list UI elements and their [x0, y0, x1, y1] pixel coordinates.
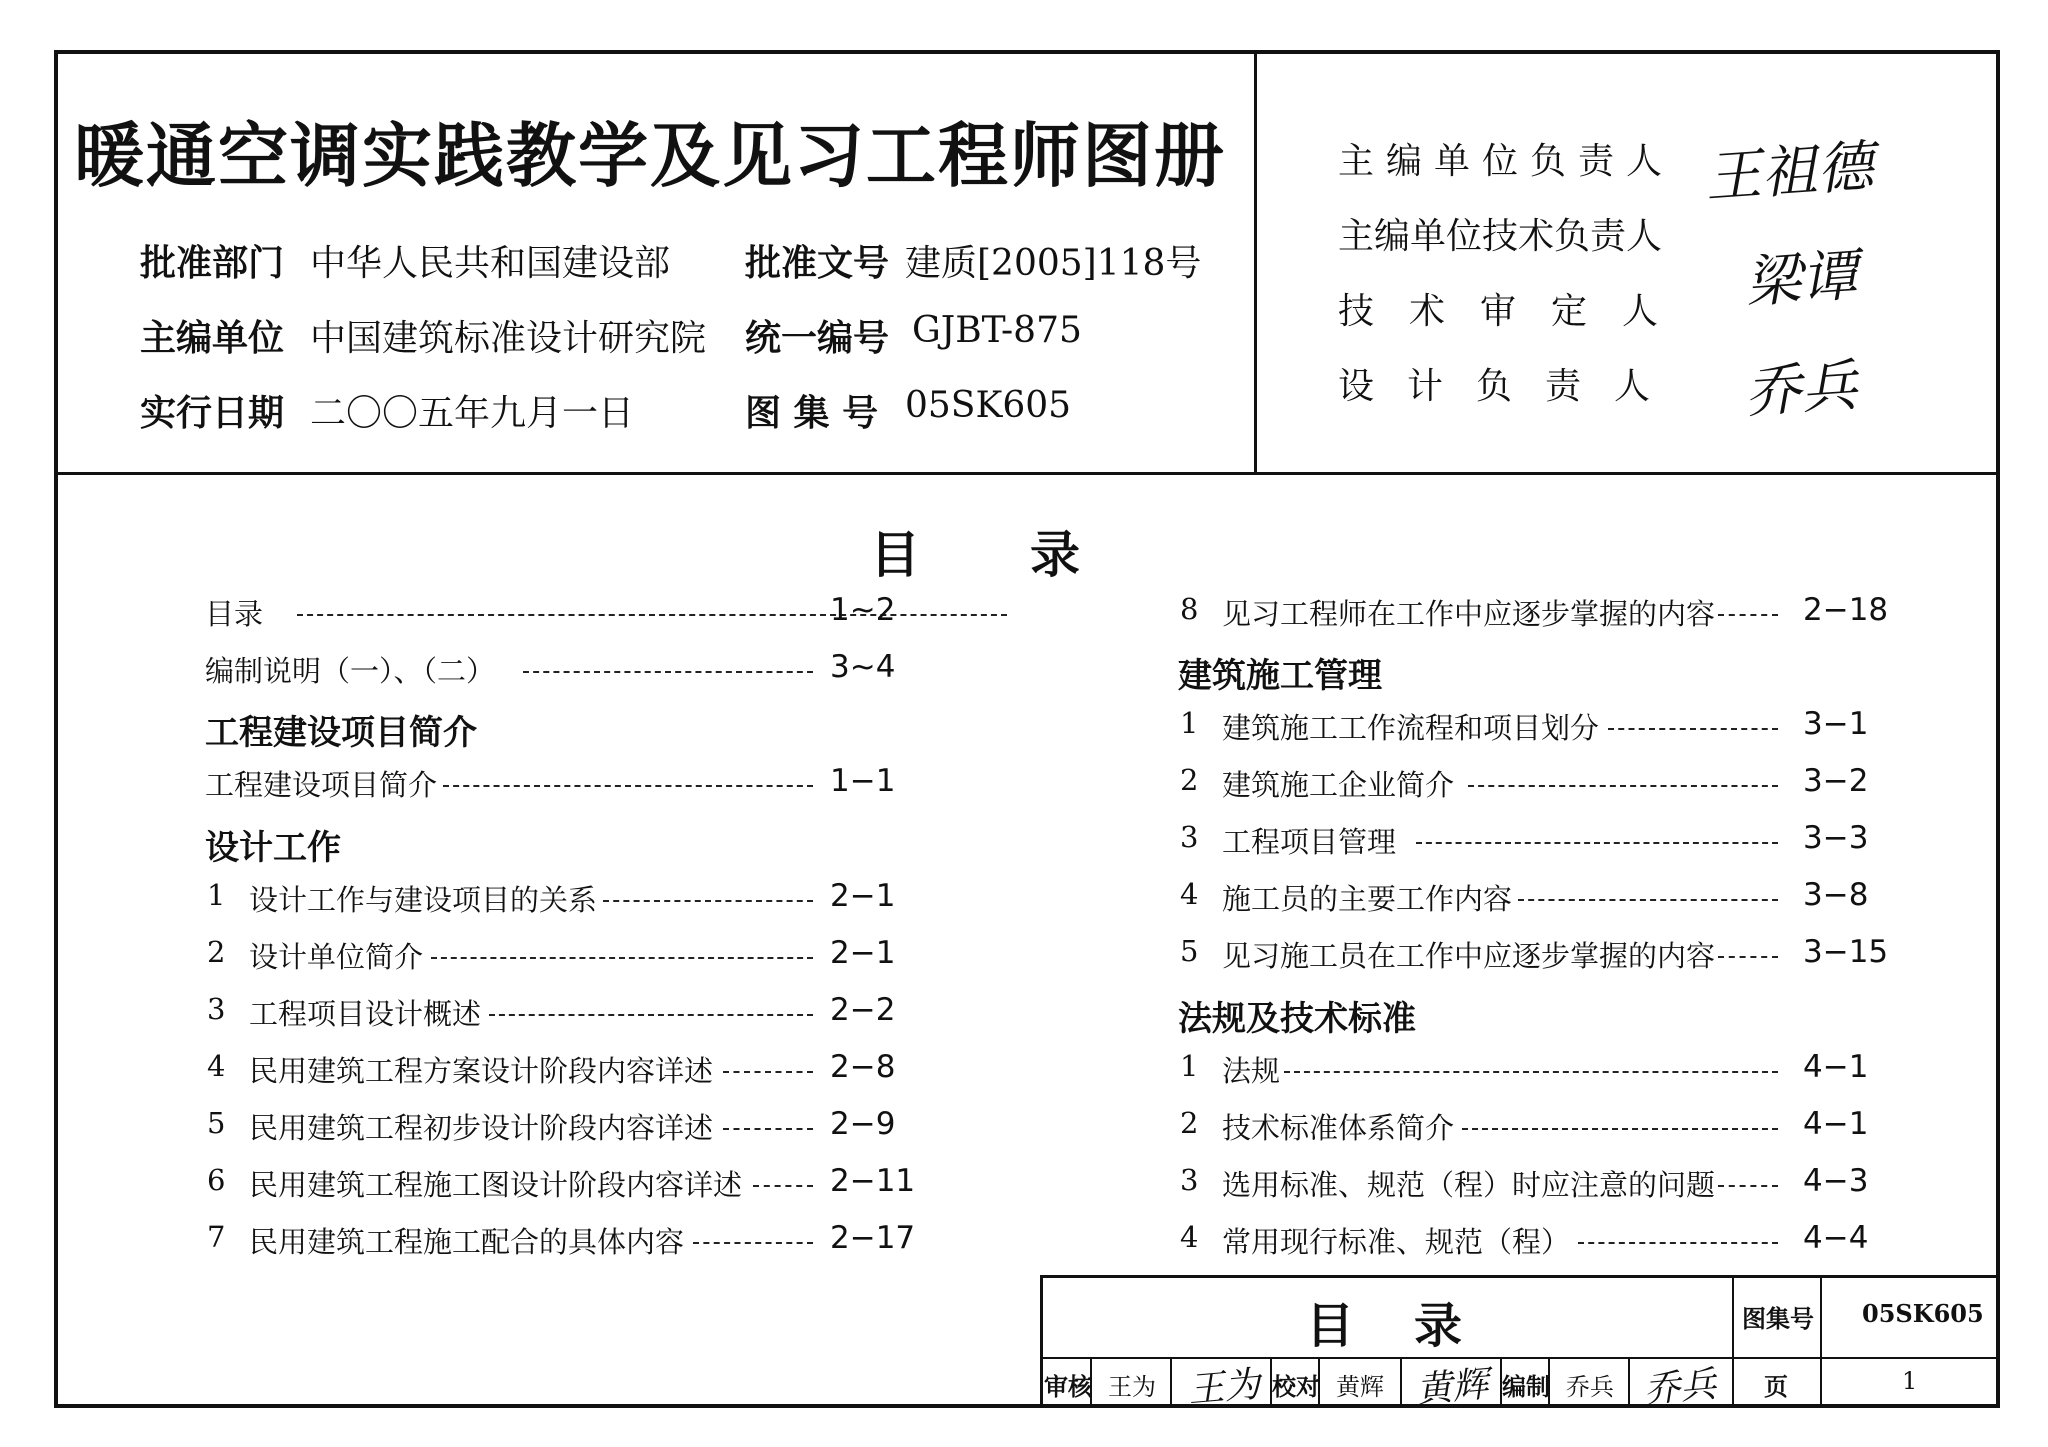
section-heading-regulations: 法规及技术标准: [1178, 999, 1416, 1039]
approval-doc-value: 建质[2005]118号: [905, 243, 1202, 284]
toc-item: [205, 763, 925, 807]
approval-dept-value: 中华人民共和国建设部: [310, 243, 671, 284]
toc-item-page: 2−18: [1803, 592, 1889, 628]
toc-item-page: 3−3: [1803, 820, 1869, 856]
toc-item-text: 见习工程师在工作中应逐步掌握的内容: [1222, 597, 1716, 631]
title-block-mid-rule: [1040, 1357, 2000, 1359]
toc-item: [205, 878, 925, 922]
chief-unit-head-label: 主编单位负责人: [1338, 141, 1675, 182]
toc-item-text: 设计单位简介: [249, 940, 424, 974]
toc-item-text: 法规: [1222, 1054, 1281, 1088]
toc-item: [205, 649, 925, 693]
toc-item-text: 民用建筑工程初步设计阶段内容详述: [249, 1111, 714, 1145]
toc-item-page: 4−1: [1803, 1049, 1869, 1085]
page-label: 页: [1764, 1372, 1788, 1401]
toc-item-text: 民用建筑工程方案设计阶段内容详述: [249, 1054, 714, 1088]
toc-leader: [1718, 614, 1778, 616]
toc-item-text: 设计工作与建设项目的关系: [249, 883, 598, 917]
toc-item-page: 1−1: [830, 763, 896, 799]
title-block-rule: [1170, 1357, 1172, 1408]
title-block-rule: [1732, 1275, 1734, 1408]
toc-leader: [1718, 956, 1778, 958]
toc-item-text: 工程项目管理: [1222, 825, 1397, 859]
toc-item-page: 3~4: [830, 649, 896, 685]
toc-item: [205, 592, 925, 636]
compile-signature: 乔兵: [1642, 1363, 1718, 1412]
check-name: 黄辉: [1336, 1373, 1384, 1401]
toc-item-text: 常用现行标准、规范（程）: [1222, 1225, 1571, 1259]
toc-item-num: 3: [207, 992, 226, 1026]
section-heading-construction-management: 建筑施工管理: [1178, 656, 1382, 696]
title-block-rule: [1400, 1357, 1402, 1408]
section-heading-project-intro: 工程建设项目简介: [205, 713, 477, 753]
signature-tech-head: 梁谭: [1743, 243, 1860, 316]
toc-leader: [1518, 899, 1778, 901]
toc-leader: [1284, 1071, 1778, 1073]
signature-design-lead: 乔兵: [1743, 353, 1860, 426]
toc-item-text: 工程建设项目简介: [205, 768, 438, 802]
effective-date-label: 实行日期: [140, 393, 285, 434]
toc-item-page: 4−4: [1803, 1220, 1869, 1256]
effective-date-value: 二〇〇五年九月一日: [310, 393, 635, 434]
toc-item: [1178, 706, 1898, 750]
toc-item: [205, 1163, 925, 1207]
atlas-label: 图集号: [1742, 1304, 1814, 1333]
toc-item: [1178, 1049, 1898, 1093]
toc-leader: [1718, 1185, 1778, 1187]
toc-item: [1178, 1220, 1898, 1264]
title-block-rule: [1628, 1357, 1630, 1408]
toc-item-text: 选用标准、规范（程）时应注意的问题: [1222, 1168, 1716, 1202]
toc-item: [205, 992, 925, 1036]
atlas-no-value: 05SK605: [905, 385, 1072, 426]
toc-item-num: 3: [1180, 1163, 1199, 1197]
toc-item-num: 1: [207, 878, 226, 912]
toc-item-num: 5: [207, 1106, 226, 1140]
tech-approver-label: 技术审定人: [1338, 291, 1694, 332]
toc-item-num: 8: [1180, 592, 1199, 626]
signature-chief-unit-head: 王祖德: [1703, 134, 1876, 211]
toc-item-text: 民用建筑工程施工配合的具体内容: [249, 1225, 685, 1259]
toc-item: [1178, 934, 1898, 978]
toc-item: [1178, 763, 1898, 807]
toc-item-num: 6: [207, 1163, 226, 1197]
toc-leader: [523, 671, 813, 673]
toc-item-page: 2−1: [830, 935, 896, 971]
toc-item: [1178, 1106, 1898, 1150]
toc-leader: [1416, 842, 1778, 844]
toc-item-num: 2: [1180, 763, 1199, 797]
section-heading-design-work: 设计工作: [205, 828, 341, 868]
toc-item-page: 4−3: [1803, 1163, 1869, 1199]
compile-label: 编制: [1502, 1372, 1550, 1401]
toc-item-num: 3: [1180, 820, 1199, 854]
title-block-title: 目录: [1306, 1298, 1523, 1354]
toc-leader: [431, 957, 813, 959]
toc-item: [1178, 592, 1898, 636]
toc-leader: [1462, 1128, 1778, 1130]
toc-item-page: 2−17: [830, 1220, 916, 1256]
unified-no-label: 统一编号: [745, 318, 890, 359]
toc-item-text: 工程项目设计概述: [249, 997, 482, 1031]
toc-item-text: 民用建筑工程施工图设计阶段内容详述: [249, 1168, 743, 1202]
toc-item-text: 建筑施工企业简介: [1222, 768, 1455, 802]
check-signature: 黄辉: [1414, 1363, 1490, 1412]
toc-item-page: 3−1: [1803, 706, 1869, 742]
title-block-top-border: [1040, 1275, 2000, 1278]
unified-no-value: GJBT-875: [912, 310, 1082, 351]
review-name: 王为: [1108, 1373, 1156, 1401]
toc-leader: [1608, 728, 1778, 730]
page-value: 1: [1902, 1367, 1918, 1395]
header-divider: [54, 472, 2000, 475]
toc-item: [205, 1106, 925, 1150]
toc-item: [205, 1220, 925, 1264]
toc-leader: [723, 1071, 813, 1073]
toc-leader: [723, 1128, 813, 1130]
title-block-left-border: [1040, 1275, 1043, 1408]
toc-item: [1178, 877, 1898, 921]
toc-item-num: 1: [1180, 706, 1199, 740]
approval-dept-label: 批准部门: [140, 243, 285, 284]
toc-item: [1178, 820, 1898, 864]
toc-item: [1178, 1163, 1898, 1207]
toc-item-page: 2−1: [830, 878, 896, 914]
title-block-rule: [1820, 1275, 1822, 1408]
toc-leader: [693, 1242, 813, 1244]
toc-item-text: 见习施工员在工作中应逐步掌握的内容: [1222, 939, 1716, 973]
atlas-value: 05SK605: [1862, 1299, 1984, 1328]
editor-unit-label: 主编单位: [140, 318, 285, 359]
atlas-no-label: 图 集 号: [745, 393, 879, 434]
atlas-title: 暖通空调实践教学及见习工程师图册: [74, 115, 1226, 197]
toc-leader: [1468, 785, 1778, 787]
toc-item-num: 7: [207, 1220, 226, 1254]
toc-item-page: 2−11: [830, 1163, 916, 1199]
toc-leader: [753, 1185, 813, 1187]
toc-item-text: 施工员的主要工作内容: [1222, 882, 1513, 916]
toc-item-page: 2−9: [830, 1106, 896, 1142]
toc-leader: [297, 614, 1007, 616]
toc-leader: [443, 785, 813, 787]
toc-item-num: 4: [207, 1049, 226, 1083]
header-vertical-divider: [1254, 50, 1257, 474]
toc-item-text: 目录: [205, 597, 264, 631]
toc-item-page: 2−8: [830, 1049, 896, 1085]
toc-item-num: 2: [1180, 1106, 1199, 1140]
toc-item-text: 建筑施工工作流程和项目划分: [1222, 711, 1600, 745]
approval-doc-label: 批准文号: [745, 243, 890, 284]
title-block: [1040, 1275, 2000, 1412]
toc-item-page: 2−2: [830, 992, 896, 1028]
toc-item-text: 技术标准体系简介: [1222, 1111, 1455, 1145]
toc-item-page: 3−2: [1803, 763, 1869, 799]
toc-leader: [603, 900, 813, 902]
review-label: 审核: [1044, 1372, 1092, 1401]
compile-name: 乔兵: [1566, 1373, 1614, 1401]
toc-item-num: 2: [207, 935, 226, 969]
chief-unit-tech-head-label: 主编单位技术负责人: [1338, 216, 1663, 257]
toc-item-num: 1: [1180, 1049, 1199, 1083]
toc-item-num: 4: [1180, 1220, 1199, 1254]
toc-item-text: 编制说明（一）、（二）: [205, 654, 496, 688]
toc-leader: [1578, 1242, 1778, 1244]
toc-item-num: 5: [1180, 934, 1199, 968]
check-label: 校对: [1272, 1372, 1320, 1401]
toc-item-page: 3−8: [1803, 877, 1869, 913]
editor-unit-value: 中国建筑标准设计研究院: [310, 318, 707, 359]
toc-item-num: 4: [1180, 877, 1199, 911]
toc-item-page: 4−1: [1803, 1106, 1869, 1142]
toc-item: [205, 935, 925, 979]
design-lead-label: 设计负责人: [1338, 366, 1684, 407]
toc-item-page: 1~2: [830, 592, 896, 628]
review-signature: 王为: [1186, 1363, 1262, 1412]
toc-leader: [489, 1014, 813, 1016]
toc-item-page: 3−15: [1803, 934, 1889, 970]
toc-title: 目录: [870, 526, 1190, 584]
toc-item: [205, 1049, 925, 1093]
